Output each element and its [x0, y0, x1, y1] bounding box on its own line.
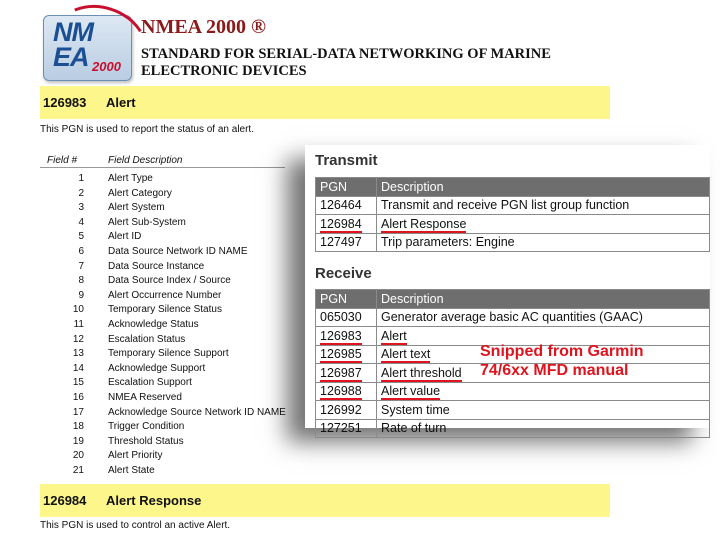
- description-column-header: Description: [377, 290, 710, 309]
- field-number: 21: [72, 465, 84, 476]
- description-value: Transmit and receive PGN list group function: [381, 198, 630, 213]
- pgn-header-bar-2: [40, 484, 610, 517]
- document-title: NMEA 2000 ®: [141, 16, 266, 38]
- description-value: System time: [381, 402, 450, 417]
- pgn-column-header: PGN: [316, 290, 377, 309]
- description-value-marked: Alert Response: [381, 216, 467, 231]
- pgn-value: 126992: [320, 402, 362, 417]
- field-number: 20: [72, 450, 84, 462]
- snippet-note-line-2: 74/6xx MFD manual: [480, 362, 629, 379]
- table-header-row: [316, 178, 710, 197]
- pgn-cell: [316, 382, 377, 401]
- description-cell: [377, 419, 710, 438]
- field-description: Data Source Network ID NAME: [108, 246, 248, 257]
- logo-text-ea: EA: [53, 42, 89, 72]
- field-number-header: Field #: [47, 155, 78, 166]
- description-column-header: Description: [377, 178, 710, 197]
- pgn-value-marked: 126984: [320, 216, 362, 231]
- logo-text-year: 2000: [92, 59, 121, 74]
- nmea-2000-logo: [43, 15, 132, 81]
- pgn-value: 127251: [320, 421, 362, 436]
- table-row: [316, 233, 710, 252]
- table-row: [316, 401, 710, 420]
- pgn-column-header: PGN: [316, 178, 377, 197]
- field-number: 1: [78, 173, 84, 184]
- garmin-manual-snippet: [305, 145, 710, 436]
- description-cell: [377, 215, 710, 234]
- transmit-table: [315, 177, 710, 252]
- field-number: 15: [72, 377, 84, 389]
- description-value-marked: Alert value: [381, 384, 441, 399]
- field-number: 8: [78, 275, 84, 287]
- snippet-note-line-1: Snipped from Garmin: [480, 343, 644, 360]
- pgn-cell: [316, 308, 377, 327]
- pgn-name: Alert: [106, 95, 136, 110]
- table-row: [316, 215, 710, 234]
- pgn-cell: [316, 364, 377, 383]
- field-description: Escalation Support: [108, 377, 192, 389]
- field-number: 10: [72, 304, 84, 316]
- description-cell: [377, 233, 710, 252]
- header-divider: [40, 167, 285, 168]
- table-header-row: [316, 290, 710, 309]
- pgn-cell: [316, 419, 377, 438]
- field-number: 4: [78, 216, 84, 228]
- field-description: Data Source Instance: [108, 260, 205, 272]
- pgn-cell: [316, 233, 377, 252]
- pgn-value-marked: 126983: [320, 328, 362, 343]
- description-cell: [377, 401, 710, 420]
- field-description: Temporary Silence Status: [108, 304, 222, 316]
- field-description: Acknowledge Source Network ID NAME: [108, 406, 286, 418]
- pgn-description: This PGN is used to report the status of an alert.: [40, 124, 254, 135]
- field-description: Alert Type: [108, 173, 153, 184]
- field-description: Alert ID: [108, 231, 142, 243]
- field-number: 3: [78, 202, 84, 214]
- field-description: Alert Sub-System: [108, 216, 186, 228]
- field-number: 14: [72, 362, 84, 374]
- pgn-cell: [316, 196, 377, 215]
- description-value-marked: Alert text: [381, 347, 431, 362]
- pgn-number-2: 126984: [43, 493, 87, 508]
- field-description: NMEA Reserved: [108, 392, 182, 403]
- pgn-cell: [316, 401, 377, 420]
- field-description: Alert State: [108, 465, 155, 476]
- field-description: Acknowledge Status: [108, 319, 199, 330]
- table-row: [316, 196, 710, 215]
- pgn-value-marked: 126988: [320, 384, 362, 399]
- field-number: 6: [78, 246, 84, 257]
- table-row: [316, 419, 710, 438]
- field-description: Temporary Silence Support: [108, 348, 229, 360]
- field-description: Alert System: [108, 202, 165, 214]
- field-number: 12: [72, 333, 84, 345]
- field-number: 9: [78, 289, 84, 301]
- field-number: 2: [78, 187, 84, 199]
- pgn-cell: [316, 327, 377, 346]
- field-number: 7: [78, 260, 84, 272]
- snippet-source-note: [480, 342, 644, 380]
- pgn-cell: [316, 345, 377, 364]
- pgn-value: 126464: [320, 198, 362, 213]
- field-number: 5: [78, 231, 84, 243]
- pgn-value: 065030: [320, 310, 362, 325]
- description-cell: [377, 196, 710, 215]
- field-number: 19: [72, 435, 84, 447]
- field-description: Alert Priority: [108, 450, 163, 462]
- description-value: Rate of turn: [381, 421, 447, 436]
- pgn-name-2: Alert Response: [106, 493, 202, 508]
- receive-heading: Receive: [315, 265, 372, 282]
- description-value-marked: Alert: [381, 328, 407, 343]
- field-description: Trigger Condition: [108, 421, 185, 433]
- field-description: Threshold Status: [108, 435, 184, 447]
- pgn-cell: [316, 215, 377, 234]
- field-description: Data Source Index / Source: [108, 275, 231, 287]
- field-number: 13: [72, 348, 84, 360]
- field-description: Acknowledge Support: [108, 362, 206, 374]
- description-value: Trip parameters: Engine: [381, 235, 515, 250]
- field-number: 16: [72, 392, 84, 403]
- field-number: 18: [72, 421, 84, 433]
- field-number: 17: [72, 406, 84, 418]
- pgn-value-marked: 126985: [320, 347, 362, 362]
- description-cell: [377, 308, 710, 327]
- description-value-marked: Alert threshold: [381, 365, 462, 380]
- field-description: Alert Category: [108, 187, 172, 199]
- table-row: [316, 308, 710, 327]
- description-value: Generator average basic AC quantities (GAAC): [381, 310, 643, 325]
- field-description: Escalation Status: [108, 333, 186, 345]
- description-cell: [377, 382, 710, 401]
- document-subtitle: STANDARD FOR SERIAL-DATA NETWORKING OF MARINE ELECTRONIC DEVICES: [141, 46, 551, 79]
- pgn-value: 127497: [320, 235, 362, 250]
- pgn-header-bar: [40, 86, 610, 119]
- field-description: Alert Occurrence Number: [108, 289, 222, 301]
- field-description-header: Field Description: [108, 155, 183, 166]
- logo-text-nm: NM: [53, 17, 93, 47]
- pgn-description-2: This PGN is used to control an active Alert.: [40, 520, 231, 531]
- pgn-number: 126983: [43, 95, 87, 110]
- field-number: 11: [73, 319, 84, 330]
- table-row: [316, 382, 710, 401]
- transmit-heading: Transmit: [315, 152, 378, 169]
- pgn-value-marked: 126987: [320, 365, 362, 380]
